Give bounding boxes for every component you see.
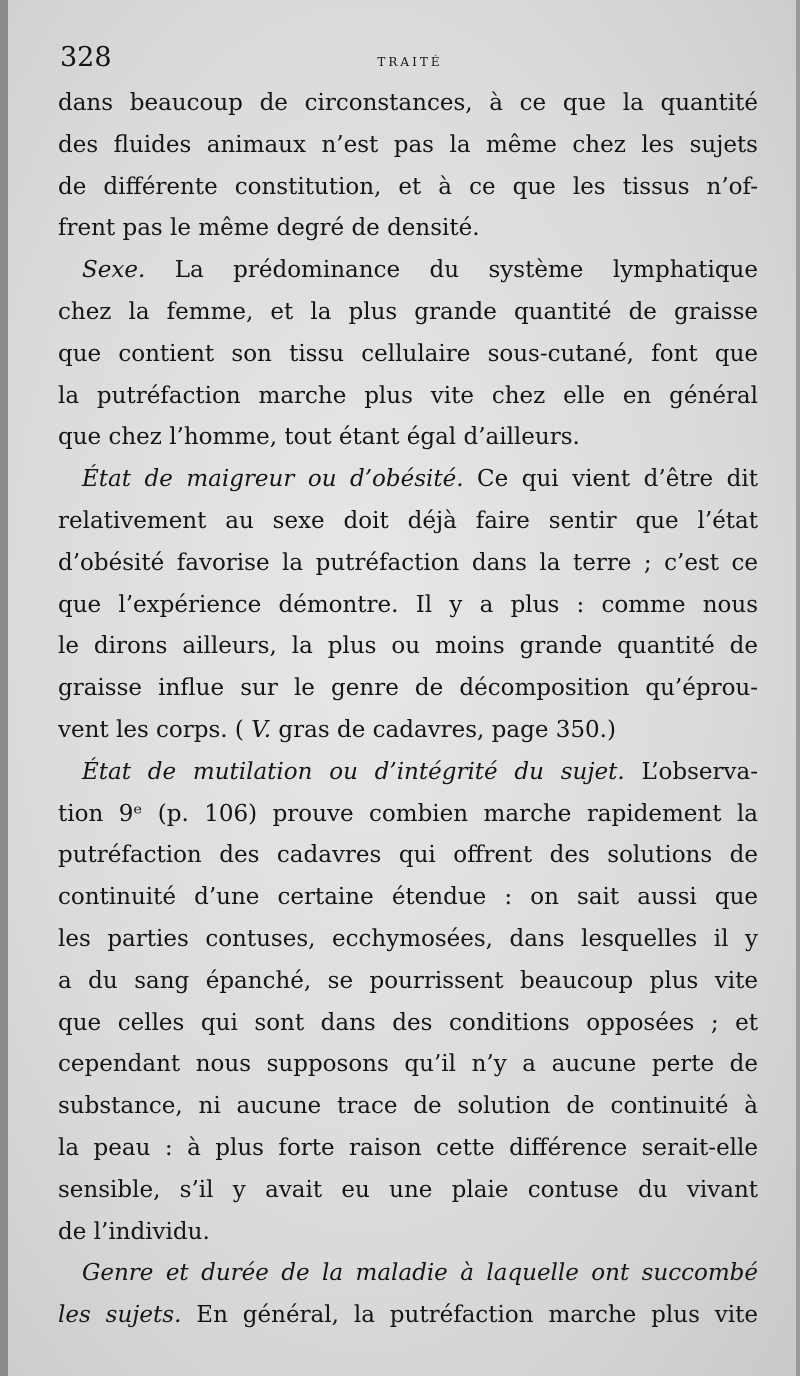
text-segment: En général, la putréfaction marche plus vite xyxy=(181,1302,758,1329)
body-text xyxy=(58,83,758,1337)
text-line xyxy=(58,83,758,125)
text-segment: vent les corps. ( xyxy=(58,716,252,743)
text-segment: dans beaucoup de circonstances, à ce que la quantité xyxy=(58,90,758,116)
text-line xyxy=(58,710,758,752)
text-segment: gras de cadavres, page 350.) xyxy=(271,716,616,743)
text-line xyxy=(58,250,758,292)
text-line xyxy=(58,1295,758,1337)
text-segment: que chez l’homme, tout étant égal d’ailleurs. xyxy=(58,424,580,451)
text-segment: a du sang épanché, se pourrissent beaucoup plus vite xyxy=(58,967,758,994)
text-segment: des fluides animaux n’est pas la même chez les sujets xyxy=(58,131,758,158)
text-line xyxy=(58,835,758,877)
text-segment: la peau : à plus forte raison cette différence serait-elle xyxy=(58,1134,758,1161)
text-line xyxy=(58,459,758,501)
text-segment: que celles qui sont dans des conditions opposées ; et xyxy=(58,1009,758,1036)
text-segment: continuité d’une certaine étendue : on sait aussi que xyxy=(58,884,758,911)
text-segment: d’obésité favorise la putréfaction dans la terre ; c’est ce xyxy=(58,549,758,576)
text-line xyxy=(58,334,758,376)
text-line xyxy=(58,125,758,167)
italic-text-segment: Sexe. xyxy=(82,257,146,284)
italic-text-segment: les sujets. xyxy=(58,1302,182,1329)
text-line xyxy=(58,752,758,794)
text-line xyxy=(58,167,758,209)
text-segment: frent pas le même degré de densité. xyxy=(58,215,480,242)
text-segment: relativement au sexe doit déjà faire sentir que l’état xyxy=(58,507,758,534)
text-segment: cependant nous supposons qu’il n’y a aucune perte de xyxy=(58,1051,758,1078)
text-segment: L’observa- xyxy=(624,758,758,785)
text-line xyxy=(58,1003,758,1045)
text-line xyxy=(58,1086,758,1128)
text-line xyxy=(58,626,758,668)
text-line xyxy=(58,1253,758,1295)
text-line xyxy=(58,1212,758,1254)
text-segment: que contient son tissu cellulaire sous-cutané, font que xyxy=(58,340,758,367)
text-line xyxy=(58,668,758,710)
text-segment: le dirons ailleurs, la plus ou moins grande quantité de xyxy=(58,633,758,660)
text-segment: que l’expérience démontre. Il y a plus : comme nous xyxy=(58,591,758,618)
text-line xyxy=(58,1128,758,1170)
text-segment: de l’individu. xyxy=(58,1218,210,1245)
italic-text-segment: V. xyxy=(251,716,272,743)
text-line xyxy=(58,501,758,543)
text-segment: putréfaction des cadavres qui offrent des solutions de xyxy=(58,842,758,869)
italic-text-segment: État de maigreur ou d’obésité. xyxy=(82,466,464,493)
page-number: 328 xyxy=(60,42,112,73)
italic-text-segment: État de mutilation ou d’intégrité du sujet. xyxy=(82,758,625,785)
text-line xyxy=(58,417,758,459)
text-line xyxy=(58,877,758,919)
text-line xyxy=(58,919,758,961)
text-segment: chez la femme, et la plus grande quantité de graisse xyxy=(58,298,758,325)
text-segment: sensible, s’il y avait eu une plaie contuse du vivant xyxy=(58,1176,758,1203)
text-segment: de différente constitution, et à ce que les tissus n’of- xyxy=(58,173,758,200)
text-segment: Ce qui vient d’être dit xyxy=(463,466,758,493)
text-segment: tion 9ᵉ (p. 106) prouve combien marche rapidement la xyxy=(58,800,758,827)
text-segment: La prédominance du système lymphatique xyxy=(145,257,758,284)
text-line xyxy=(58,794,758,836)
text-line xyxy=(58,543,758,585)
text-line xyxy=(58,1170,758,1212)
text-segment: la putréfaction marche plus vite chez elle en général xyxy=(58,382,758,409)
text-line xyxy=(58,292,758,334)
page-header xyxy=(60,38,760,78)
text-segment: graisse influe sur le genre de décomposition qu’éprou- xyxy=(58,675,758,702)
running-title: TRAITÉ xyxy=(377,55,443,69)
italic-text-segment: Genre et durée de la maladie à laquelle ont succombé xyxy=(82,1260,758,1287)
text-line xyxy=(58,1044,758,1086)
text-line xyxy=(58,208,758,250)
text-segment: les parties contuses, ecchymosées, dans lesquelles il y xyxy=(58,925,758,952)
text-segment: substance, ni aucune trace de solution de continuité à xyxy=(58,1093,758,1120)
text-line xyxy=(58,376,758,418)
text-line xyxy=(58,585,758,627)
text-line xyxy=(58,961,758,1003)
